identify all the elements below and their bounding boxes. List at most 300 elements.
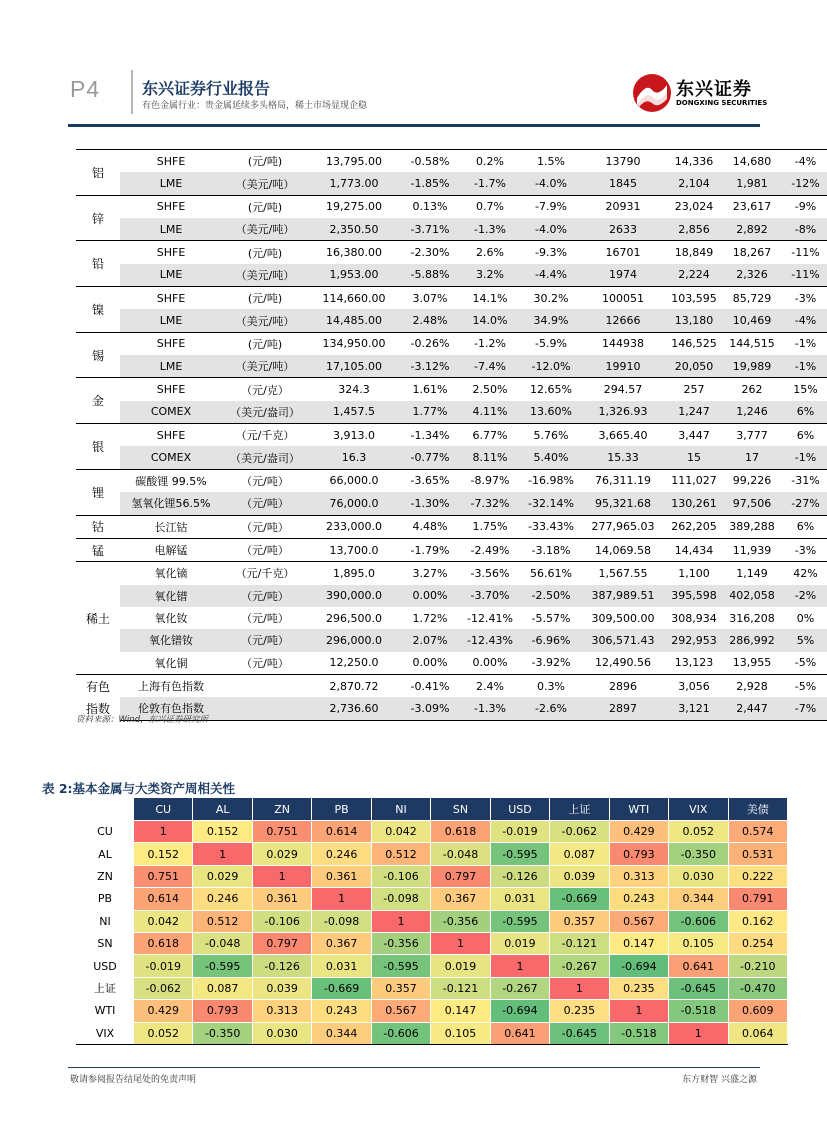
logo-text-cn: 东兴证券 — [676, 79, 752, 100]
table-cell: -3.18% — [520, 538, 582, 561]
table-cell: 2633 — [582, 218, 664, 241]
table-cell: -6.96% — [520, 629, 582, 651]
table-cell: -1% — [780, 332, 827, 355]
table-cell: -16.98% — [520, 469, 582, 492]
table-cell: 14,069.58 — [582, 538, 664, 561]
table-cell: 2,736.60 — [308, 697, 400, 720]
corr-cell: -0.595 — [490, 910, 549, 932]
table-cell: 4.48% — [400, 515, 460, 538]
corr-cell: 0.152 — [134, 843, 193, 865]
table-row — [76, 607, 827, 629]
table-cell: 6% — [780, 401, 827, 424]
table-cell: -4% — [780, 309, 827, 332]
table-cell: （元/吨） — [222, 538, 308, 561]
table-cell: 144,515 — [724, 332, 780, 355]
corr-cell: 0.162 — [728, 910, 787, 932]
table-cell: 286,992 — [724, 629, 780, 651]
corr-cell: 0.246 — [312, 843, 371, 865]
table-cell: -1.79% — [400, 538, 460, 561]
corr-cell: -0.694 — [490, 1000, 549, 1022]
table-cell: 5% — [780, 629, 827, 651]
corr-cell: 0.797 — [431, 865, 490, 887]
group-label: 有色指数 — [76, 674, 120, 720]
table-cell: -1.34% — [400, 424, 460, 447]
table-cell: 30.2% — [520, 287, 582, 310]
corr-cell: 0.614 — [312, 821, 371, 843]
table-cell: 395,598 — [664, 585, 724, 607]
table-cell: 1,773.00 — [308, 172, 400, 195]
table-cell: 3,777 — [724, 424, 780, 447]
table-cell: 85,729 — [724, 287, 780, 310]
table-cell: 2,870.72 — [308, 674, 400, 697]
corr-cell: 0.344 — [669, 888, 728, 910]
table-cell: (元/吨) — [222, 241, 308, 264]
corr-cell: 0.531 — [728, 843, 787, 865]
table-cell: COMEX — [120, 401, 222, 424]
table-cell: （美元/吨） — [222, 264, 308, 287]
corr-cell: 0.797 — [252, 932, 311, 954]
corr-cell: 1 — [252, 865, 311, 887]
table-cell: 19,275.00 — [308, 195, 400, 218]
table-cell: -1.2% — [460, 332, 520, 355]
table-cell: 4.11% — [460, 401, 520, 424]
corr-cell: -0.210 — [728, 955, 787, 977]
table-cell: 387,989.51 — [582, 585, 664, 607]
table-cell: (元/吨) — [222, 150, 308, 173]
table-cell: 13.60% — [520, 401, 582, 424]
corr-cell: -0.669 — [312, 977, 371, 999]
corr-row-label: SN — [77, 932, 134, 954]
table-cell: SHFE — [120, 195, 222, 218]
correlation-table-title: 表 2:基本金属与大类资产周相关性 — [42, 781, 236, 796]
corr-cell: -0.121 — [550, 932, 609, 954]
corr-cell: 1 — [134, 821, 193, 843]
table-cell: 2,104 — [664, 172, 724, 195]
table-cell — [222, 697, 308, 720]
table-cell: 3,121 — [664, 697, 724, 720]
table-cell: SHFE — [120, 150, 222, 173]
corr-cell: -0.606 — [371, 1022, 430, 1044]
table-cell: 13,180 — [664, 309, 724, 332]
corr-cell: -0.019 — [490, 821, 549, 843]
table-cell: -0.26% — [400, 332, 460, 355]
table-cell: （元/千克） — [222, 562, 308, 585]
table-cell: 11,939 — [724, 538, 780, 561]
corr-cell: 1 — [371, 910, 430, 932]
metal-price-table — [76, 149, 827, 721]
table-cell: 8.11% — [460, 446, 520, 469]
table-cell: 1,247 — [664, 401, 724, 424]
corr-cell: 0.064 — [728, 1022, 787, 1044]
table-cell: 15 — [664, 446, 724, 469]
table-row — [77, 888, 788, 910]
table-cell: 257 — [664, 378, 724, 401]
corr-row-label: WTI — [77, 1000, 134, 1022]
corr-cell: 0.791 — [728, 888, 787, 910]
corr-cell: 0.429 — [609, 821, 668, 843]
table-cell: -0.58% — [400, 150, 460, 173]
table-cell: -2.6% — [520, 697, 582, 720]
group-label: 锡 — [76, 332, 120, 378]
table-cell: -3.09% — [400, 697, 460, 720]
table-cell: 42% — [780, 562, 827, 585]
corr-cell: 1 — [431, 932, 490, 954]
corr-cell: -0.350 — [193, 1022, 252, 1044]
table-cell: 66,000.0 — [308, 469, 400, 492]
table-cell: 17 — [724, 446, 780, 469]
corr-cell: 0.152 — [193, 821, 252, 843]
corr-cell: -0.106 — [371, 865, 430, 887]
table-cell: 134,950.00 — [308, 332, 400, 355]
table-cell: 1,149 — [724, 562, 780, 585]
table-cell: 294.57 — [582, 378, 664, 401]
table-cell: （元/吨） — [222, 492, 308, 515]
group-label: 铅 — [76, 241, 120, 287]
corr-cell: -0.470 — [728, 977, 787, 999]
table-cell: SHFE — [120, 287, 222, 310]
table-cell: 3.27% — [400, 562, 460, 585]
table-cell: 2,350.50 — [308, 218, 400, 241]
table-cell: 15.33 — [582, 446, 664, 469]
corr-cell: -0.595 — [490, 843, 549, 865]
corr-cell: -0.126 — [490, 865, 549, 887]
table-cell: -8.97% — [460, 469, 520, 492]
table-row — [76, 287, 827, 310]
corr-cell: 0.031 — [312, 955, 371, 977]
corr-cell: 0.344 — [312, 1022, 371, 1044]
table-cell: 2.48% — [400, 309, 460, 332]
table-cell: -9% — [780, 195, 827, 218]
corr-column-header: 上证 — [550, 798, 609, 821]
corr-cell: 0.793 — [609, 843, 668, 865]
corr-cell: 0.793 — [193, 1000, 252, 1022]
table-cell: -1.7% — [460, 172, 520, 195]
table-cell: 1974 — [582, 264, 664, 287]
table-cell: 292,953 — [664, 629, 724, 651]
table-cell: 20,050 — [664, 355, 724, 378]
table-cell: -3.70% — [460, 585, 520, 607]
table-row — [76, 424, 827, 447]
table-cell: 103,595 — [664, 287, 724, 310]
table-cell: 12.65% — [520, 378, 582, 401]
table-cell: 2,447 — [724, 697, 780, 720]
table-cell: -12% — [780, 172, 827, 195]
corr-cell: 1 — [669, 1022, 728, 1044]
table-cell: -5.57% — [531, 611, 571, 625]
corr-cell: 0.243 — [312, 1000, 371, 1022]
table-row — [76, 241, 827, 264]
table-row — [76, 538, 827, 561]
table-cell: 0.00% — [472, 656, 508, 670]
table-cell: 0.3% — [520, 674, 582, 697]
corr-cell: -0.267 — [490, 977, 549, 999]
table-cell: （美元/吨） — [222, 309, 308, 332]
table-cell: 99,226 — [724, 469, 780, 492]
table-cell: 18,849 — [664, 241, 724, 264]
corr-cell: -0.645 — [669, 977, 728, 999]
table-source: 资料来源：Wind，东兴证券研究所 — [76, 715, 209, 725]
table-cell: 13,700.0 — [308, 538, 400, 561]
table-cell: 23,617 — [724, 195, 780, 218]
table-cell: 13,123 — [674, 656, 714, 670]
table-cell: 277,965.03 — [582, 515, 664, 538]
corr-cell: 1 — [312, 888, 371, 910]
corr-cell: 0.019 — [490, 932, 549, 954]
table-cell: （元/吨） — [222, 515, 308, 538]
table-cell: 1.72% — [412, 611, 448, 625]
table-row — [76, 401, 827, 424]
corr-row-label: AL — [77, 843, 134, 865]
table-cell: 14.1% — [460, 287, 520, 310]
table-row — [76, 195, 827, 218]
corr-cell: 0.641 — [490, 1022, 549, 1044]
table-cell: 12,490.56 — [595, 656, 651, 670]
corr-cell: -0.098 — [371, 888, 430, 910]
table-cell: -2.49% — [460, 538, 520, 561]
group-label: 钴 — [76, 515, 120, 538]
table-row — [77, 955, 788, 977]
table-cell: -3% — [780, 538, 827, 561]
corr-cell: 0.105 — [431, 1022, 490, 1044]
corr-cell: 0.357 — [371, 977, 430, 999]
table-cell: 氧化镝 — [120, 562, 222, 585]
table-cell: 5.40% — [520, 446, 582, 469]
group-label: 锰 — [76, 538, 120, 561]
table-cell: 氧化镨钕 — [120, 629, 222, 651]
table-cell: 氧化钕 — [154, 612, 188, 626]
group-label: 铝 — [76, 150, 120, 196]
corr-cell: 1 — [550, 977, 609, 999]
table-cell: 2.50% — [460, 378, 520, 401]
table-cell: 14.0% — [460, 309, 520, 332]
table-cell: -7.32% — [460, 492, 520, 515]
table-cell: 17,105.00 — [308, 355, 400, 378]
corr-cell: 0.751 — [134, 865, 193, 887]
table-cell: -4% — [780, 150, 827, 173]
header-rule — [68, 124, 760, 127]
group-label: 锌 — [76, 195, 120, 241]
table-cell: -2.50% — [520, 585, 582, 607]
footer-rule — [68, 1067, 760, 1068]
table-row — [77, 821, 788, 843]
table-cell: 碳酸锂 99.5% — [120, 469, 222, 492]
corr-column-header: CU — [134, 798, 193, 821]
corr-cell: 1 — [490, 955, 549, 977]
table-cell: -4.0% — [520, 218, 582, 241]
corr-cell: 0.254 — [728, 932, 787, 954]
table-cell: （美元/盎司） — [222, 446, 308, 469]
table-cell: 2,326 — [724, 264, 780, 287]
corr-cell: 0.567 — [609, 910, 668, 932]
table-cell: 19,989 — [724, 355, 780, 378]
table-cell: 2,892 — [724, 218, 780, 241]
table-cell: 13790 — [582, 150, 664, 173]
group-label: 金 — [76, 378, 120, 424]
table-row — [76, 492, 827, 515]
table-cell: LME — [120, 264, 222, 287]
table-cell: SHFE — [120, 241, 222, 264]
table-cell: 13,955 — [732, 656, 772, 670]
corr-cell: 0.512 — [193, 910, 252, 932]
corr-cell: -0.267 — [550, 955, 609, 977]
corr-cell: -0.098 — [312, 910, 371, 932]
corr-cell: 0.222 — [728, 865, 787, 887]
table-cell: （元/吨） — [241, 656, 289, 670]
table-cell: SHFE — [120, 378, 222, 401]
corr-cell: 0.367 — [431, 888, 490, 910]
table-row — [76, 469, 827, 492]
table-row — [76, 652, 827, 675]
corr-cell: -0.595 — [193, 955, 252, 977]
table-cell: 6% — [780, 424, 827, 447]
table-cell: （元/千克） — [222, 424, 308, 447]
corr-cell: 0.641 — [669, 955, 728, 977]
corr-cell: -0.048 — [193, 932, 252, 954]
table-cell: 16,380.00 — [308, 241, 400, 264]
corr-cell: 0.235 — [609, 977, 668, 999]
corr-cell: 0.031 — [490, 888, 549, 910]
corr-cell: 0.618 — [134, 932, 193, 954]
table-row — [76, 446, 827, 469]
table-cell: -12.0% — [520, 355, 582, 378]
corr-cell: 0.614 — [134, 888, 193, 910]
corr-cell: -0.062 — [134, 977, 193, 999]
corr-row-label: PB — [77, 888, 134, 910]
table-cell: -5.88% — [400, 264, 460, 287]
corr-cell: 0.029 — [193, 865, 252, 887]
corr-cell: 0.246 — [193, 888, 252, 910]
table-cell: 上海有色指数 — [120, 674, 222, 697]
table-cell: -32.14% — [520, 492, 582, 515]
table-cell: -11% — [780, 264, 827, 287]
table-cell: 0.7% — [460, 195, 520, 218]
table-cell: -1.30% — [400, 492, 460, 515]
table-cell: -12.43% — [460, 629, 520, 651]
corr-cell: -0.126 — [252, 955, 311, 977]
table-cell: 233,000.0 — [308, 515, 400, 538]
table-cell: -1% — [780, 446, 827, 469]
table-cell: 402,058 — [724, 585, 780, 607]
corr-cell: 0.574 — [728, 821, 787, 843]
table-cell: 146,525 — [664, 332, 724, 355]
table-cell: 130,261 — [664, 492, 724, 515]
corr-cell: -0.106 — [252, 910, 311, 932]
table-row — [77, 977, 788, 999]
table-cell: 电解锰 — [120, 538, 222, 561]
table-cell: -3% — [780, 287, 827, 310]
table-cell: 1,457.5 — [308, 401, 400, 424]
table-cell: 1.5% — [520, 150, 582, 173]
table-cell: 14,680 — [724, 150, 780, 173]
table-cell: -2.30% — [400, 241, 460, 264]
table-cell: （美元/吨） — [222, 172, 308, 195]
table-cell: 114,660.00 — [308, 287, 400, 310]
table-cell: 0.13% — [400, 195, 460, 218]
corr-cell: 0.512 — [371, 843, 430, 865]
table-cell: 0.2% — [460, 150, 520, 173]
table-cell: 100051 — [582, 287, 664, 310]
table-cell: 324.3 — [308, 378, 400, 401]
corr-cell: -0.062 — [550, 821, 609, 843]
table-cell: -5% — [794, 656, 817, 670]
table-cell: 389,288 — [724, 515, 780, 538]
table-cell: LME — [120, 172, 222, 195]
corr-cell: 0.357 — [550, 910, 609, 932]
table-cell: 262,205 — [664, 515, 724, 538]
corr-cell: -0.694 — [609, 955, 668, 977]
table-cell: -9.3% — [520, 241, 582, 264]
table-cell: -27% — [780, 492, 827, 515]
corr-cell: 0.313 — [609, 865, 668, 887]
corr-row-label: CU — [77, 821, 134, 843]
table-cell: 3,913.0 — [308, 424, 400, 447]
corr-cell: -0.595 — [371, 955, 430, 977]
footer-slogan: 东方财智 兴盛之源 — [682, 1075, 757, 1085]
table-cell: SHFE — [120, 332, 222, 355]
table-cell: -4.0% — [520, 172, 582, 195]
table-row — [76, 332, 827, 355]
corr-cell: 0.042 — [371, 821, 430, 843]
corr-cell: 0.030 — [252, 1022, 311, 1044]
table-row — [76, 585, 827, 607]
corr-cell: 0.567 — [371, 1000, 430, 1022]
table-cell: -3.71% — [400, 218, 460, 241]
table-cell: SHFE — [120, 424, 222, 447]
corr-cell: 0.087 — [550, 843, 609, 865]
table-cell: 1,981 — [724, 172, 780, 195]
table-cell: 95,321.68 — [582, 492, 664, 515]
table-row — [76, 378, 827, 401]
table-cell: -7.4% — [460, 355, 520, 378]
table-cell: 1,100 — [664, 562, 724, 585]
table-cell: COMEX — [120, 446, 222, 469]
table-cell: 1845 — [582, 172, 664, 195]
corr-cell: 0.030 — [669, 865, 728, 887]
table-cell: 23,024 — [664, 195, 724, 218]
table-cell: 111,027 — [664, 469, 724, 492]
table-row — [77, 1000, 788, 1022]
group-label: 稀土 — [76, 562, 120, 675]
table-cell: -3.92% — [531, 656, 571, 670]
table-cell: -1.3% — [460, 218, 520, 241]
table-cell: （美元/盎司） — [222, 401, 308, 424]
table-cell: -0.77% — [400, 446, 460, 469]
corr-cell: 0.609 — [728, 1000, 787, 1022]
table-cell: 1,567.55 — [582, 562, 664, 585]
group-label: 镍 — [76, 287, 120, 333]
corr-cell: 0.429 — [134, 1000, 193, 1022]
table-row — [76, 150, 827, 173]
table-cell: 1,326.93 — [582, 401, 664, 424]
table-row — [77, 843, 788, 865]
table-cell: -5.9% — [520, 332, 582, 355]
corr-column-header: SN — [431, 798, 490, 821]
table-cell: 2.07% — [400, 629, 460, 651]
corr-cell: -0.121 — [431, 977, 490, 999]
corr-cell: 0.039 — [550, 865, 609, 887]
corr-column-header: USD — [490, 798, 549, 821]
table-row — [76, 309, 827, 332]
table-cell: -8% — [780, 218, 827, 241]
corr-cell: 0.039 — [252, 977, 311, 999]
table-cell: 0% — [796, 611, 815, 625]
table-cell: -11% — [780, 241, 827, 264]
corr-cell: 0.751 — [252, 821, 311, 843]
logo-text-en: DONGXING SECURITIES — [676, 99, 768, 107]
corr-cell: 0.029 — [252, 843, 311, 865]
table-cell: 15% — [780, 378, 827, 401]
table-row — [76, 562, 827, 585]
